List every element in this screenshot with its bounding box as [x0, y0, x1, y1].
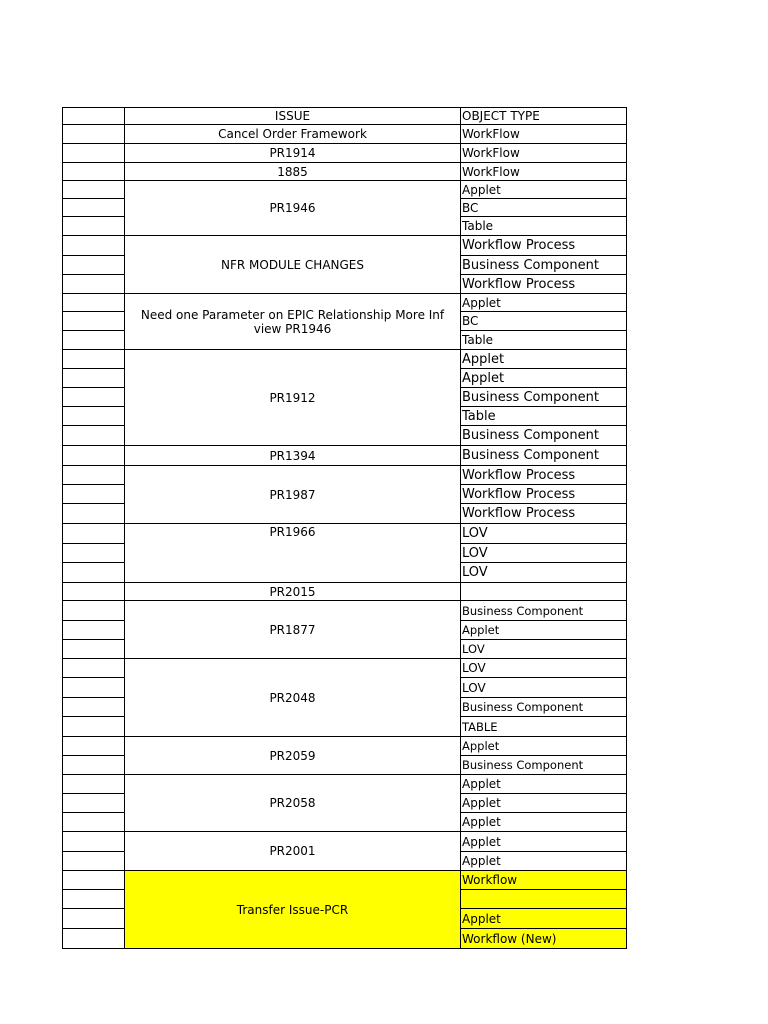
row-label-cell[interactable]	[62, 582, 125, 601]
row-label-cell[interactable]	[62, 274, 125, 294]
row-label-cell[interactable]	[62, 484, 125, 504]
issue-cell[interactable]: Transfer Issue-PCR	[124, 870, 461, 949]
row-label-cell[interactable]	[62, 143, 125, 163]
issue-cell[interactable]: PR2001	[124, 831, 461, 871]
row-label-cell[interactable]	[62, 349, 125, 369]
issue-cell[interactable]: PR1877	[124, 600, 461, 659]
row-label-cell[interactable]	[62, 620, 125, 640]
row-label-cell[interactable]	[62, 812, 125, 832]
issue-cell[interactable]: PR2015	[124, 582, 461, 601]
row-label-cell[interactable]	[62, 658, 125, 678]
row-label-cell[interactable]	[62, 697, 125, 717]
row-label-cell[interactable]	[62, 543, 125, 563]
row-label-cell[interactable]	[62, 198, 125, 217]
row-label-cell[interactable]	[62, 716, 125, 737]
object-type-cell[interactable]: TABLE	[460, 716, 627, 737]
object-type-cell[interactable]: BC	[460, 311, 627, 331]
object-type-cell[interactable]: Business Component	[460, 697, 627, 717]
row-label-cell[interactable]	[62, 124, 125, 144]
object-type-cell[interactable]: Workflow (New)	[460, 928, 627, 949]
object-type-cell[interactable]: Workflow	[460, 870, 627, 890]
object-type-cell[interactable]: Workflow Process	[460, 503, 627, 524]
issue-cell[interactable]: 1885	[124, 162, 461, 181]
object-type-cell[interactable]: Applet	[460, 851, 627, 871]
object-type-cell[interactable]	[460, 889, 627, 909]
row-label-cell[interactable]	[62, 677, 125, 698]
header-row-label-cell[interactable]	[62, 107, 125, 125]
row-label-cell[interactable]	[62, 736, 125, 756]
issue-cell[interactable]: Need one Parameter on EPIC Relationship More Inf view PR1946	[124, 293, 461, 350]
row-label-cell[interactable]	[62, 465, 125, 485]
object-type-cell[interactable]: Workflow Process	[460, 484, 627, 504]
object-type-cell[interactable]: LOV	[460, 658, 627, 678]
row-label-cell[interactable]	[62, 235, 125, 256]
object-type-cell[interactable]: Workflow Process	[460, 274, 627, 294]
object-type-cell[interactable]: Applet	[460, 620, 627, 640]
row-label-cell[interactable]	[62, 330, 125, 350]
object-type-cell[interactable]: LOV	[460, 677, 627, 698]
header-object-type: OBJECT TYPE	[460, 107, 627, 125]
row-label-cell[interactable]	[62, 180, 125, 199]
row-label-cell[interactable]	[62, 755, 125, 775]
issue-cell[interactable]: PR1946	[124, 180, 461, 236]
object-type-cell[interactable]: WorkFlow	[460, 162, 627, 181]
row-label-cell[interactable]	[62, 870, 125, 890]
row-label-cell[interactable]	[62, 889, 125, 909]
issue-cell[interactable]: PR2048	[124, 658, 461, 737]
row-label-cell[interactable]	[62, 216, 125, 236]
row-label-cell[interactable]	[62, 562, 125, 583]
issue-cell[interactable]: PR1987	[124, 465, 461, 524]
row-label-cell[interactable]	[62, 908, 125, 929]
object-type-cell[interactable]: LOV	[460, 639, 627, 659]
issue-cell[interactable]: PR1394	[124, 445, 461, 466]
object-type-cell[interactable]: LOV	[460, 543, 627, 563]
issue-cell[interactable]: PR2059	[124, 736, 461, 775]
row-label-cell[interactable]	[62, 162, 125, 181]
object-type-cell[interactable]: Applet	[460, 831, 627, 852]
row-label-cell[interactable]	[62, 387, 125, 407]
object-type-cell[interactable]	[460, 582, 627, 601]
issue-cell[interactable]: PR1912	[124, 349, 461, 446]
row-label-cell[interactable]	[62, 425, 125, 446]
issue-cell[interactable]: PR2058	[124, 774, 461, 832]
row-label-cell[interactable]	[62, 831, 125, 852]
row-label-cell[interactable]	[62, 600, 125, 621]
object-type-cell[interactable]: Applet	[460, 908, 627, 929]
object-type-cell[interactable]: Applet	[460, 793, 627, 813]
row-label-cell[interactable]	[62, 793, 125, 813]
issue-cell[interactable]: NFR MODULE CHANGES	[124, 235, 461, 294]
row-label-cell[interactable]	[62, 523, 125, 544]
row-label-cell[interactable]	[62, 311, 125, 331]
object-type-cell[interactable]: LOV	[460, 523, 627, 544]
row-label-cell[interactable]	[62, 255, 125, 275]
object-type-cell[interactable]: Applet	[460, 736, 627, 756]
object-type-cell[interactable]: BC	[460, 198, 627, 217]
row-label-cell[interactable]	[62, 406, 125, 426]
object-type-cell[interactable]: Business Component	[460, 755, 627, 775]
row-label-cell[interactable]	[62, 368, 125, 388]
object-type-cell[interactable]: Business Component	[460, 425, 627, 446]
object-type-cell[interactable]: Applet	[460, 368, 627, 388]
object-type-cell[interactable]: Applet	[460, 774, 627, 794]
object-type-cell[interactable]: Business Component	[460, 445, 627, 466]
object-type-cell[interactable]: WorkFlow	[460, 143, 627, 163]
issue-cell[interactable]: Cancel Order Framework	[124, 124, 461, 144]
object-type-cell[interactable]: LOV	[460, 562, 627, 583]
object-type-cell[interactable]: Workflow Process	[460, 235, 627, 256]
object-type-cell[interactable]: Business Component	[460, 600, 627, 621]
object-type-cell[interactable]: Applet	[460, 293, 627, 312]
row-label-cell[interactable]	[62, 928, 125, 949]
issue-cell[interactable]: PR1966	[124, 523, 461, 583]
object-type-cell[interactable]: Table	[460, 330, 627, 350]
row-label-cell[interactable]	[62, 503, 125, 524]
object-type-cell[interactable]: Business Component	[460, 255, 627, 275]
row-label-cell[interactable]	[62, 293, 125, 312]
row-label-cell[interactable]	[62, 851, 125, 871]
row-label-cell[interactable]	[62, 445, 125, 466]
issue-cell[interactable]: PR1914	[124, 143, 461, 163]
object-type-cell[interactable]: Workflow Process	[460, 465, 627, 485]
object-type-cell[interactable]: Applet	[460, 812, 627, 832]
row-label-cell[interactable]	[62, 639, 125, 659]
object-type-cell[interactable]: Table	[460, 216, 627, 236]
object-type-cell[interactable]: Table	[460, 406, 627, 426]
object-type-cell[interactable]: Business Component	[460, 387, 627, 407]
object-type-cell[interactable]: Applet	[460, 349, 627, 369]
object-type-cell[interactable]: WorkFlow	[460, 124, 627, 144]
header-issue: ISSUE	[124, 107, 461, 125]
row-label-cell[interactable]	[62, 774, 125, 794]
object-type-cell[interactable]: Applet	[460, 180, 627, 199]
